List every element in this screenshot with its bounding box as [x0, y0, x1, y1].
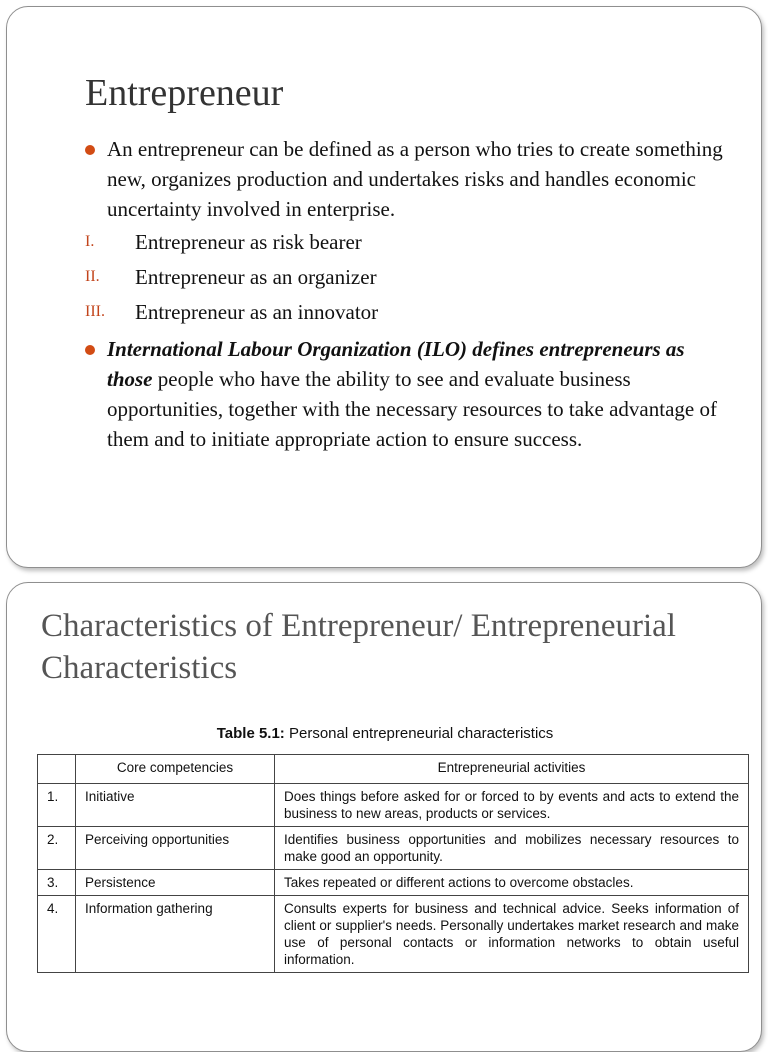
- header-core-competencies: Core competencies: [76, 755, 275, 784]
- slide-entrepreneur: [6, 6, 762, 568]
- slide-characteristics: [6, 582, 762, 1052]
- ilo-definition-text: people who have the ability to see and evaluate business opportunities, together with the necessary resources to take advantage of them and to initiate appropriate action to ensure success.: [107, 367, 717, 451]
- list-numeral: III.: [85, 303, 105, 320]
- header-entrepreneurial-activities: Entrepreneurial activities: [275, 755, 749, 784]
- row-competency: Perceiving opportunities: [76, 827, 275, 870]
- row-competency: Information gathering: [76, 896, 275, 973]
- ilo-emphasis: International Labour Organization (ILO) defines entrepreneurs as those: [107, 337, 685, 391]
- table-header-row: [38, 755, 749, 784]
- row-activity: Does things before asked for or forced to by events and acts to extend the business to new areas, products or services.: [275, 784, 749, 827]
- table-caption-text: Personal entrepreneurial characteristics: [284, 725, 554, 742]
- table-row: [38, 896, 749, 973]
- row-number: 4.: [38, 896, 76, 973]
- table-row: [38, 827, 749, 870]
- slide-title: Characteristics of Entrepreneur/ Entrepreneurial Characteristics: [41, 608, 676, 686]
- characteristics-table: [37, 754, 749, 973]
- row-number: 2.: [38, 827, 76, 870]
- list-numeral: II.: [85, 268, 100, 285]
- header-number: [38, 755, 76, 784]
- row-activity: Takes repeated or different actions to overcome obstacles.: [275, 870, 749, 896]
- bullet-icon: [85, 345, 95, 355]
- row-number: 3.: [38, 870, 76, 896]
- bullet-ilo-definition: [85, 334, 735, 454]
- row-activity: Identifies business opportunities and mobilizes necessary resources to make good an opportunity.: [275, 827, 749, 870]
- table-row: [38, 784, 749, 827]
- row-number: 1.: [38, 784, 76, 827]
- list-item-text: Entrepreneur as an organizer: [135, 265, 377, 289]
- bullet-text: An entrepreneur can be defined as a person who tries to create something new, organizes production and undertakes risks and handles economic uncertainty involved in enterprise.: [107, 137, 723, 221]
- bullet-definition: [85, 134, 735, 224]
- bullet-icon: [85, 145, 95, 155]
- table-caption-label: Table 5.1:: [216, 725, 285, 742]
- row-competency: Initiative: [76, 784, 275, 827]
- table-row: [38, 870, 749, 896]
- slide-title: Entrepreneur: [85, 72, 284, 114]
- list-item-text: Entrepreneur as risk bearer: [135, 230, 362, 254]
- list-numeral: I.: [85, 233, 95, 250]
- table-caption: [7, 725, 763, 742]
- row-competency: Persistence: [76, 870, 275, 896]
- bullet-text: [107, 334, 735, 454]
- row-activity: Consults experts for business and technical advice. Seeks information of client or supplier's needs. Personally undertakes market research and make use of personal contacts or information networks to obtain useful information.: [275, 896, 749, 973]
- list-item-text: Entrepreneur as an innovator: [135, 300, 379, 324]
